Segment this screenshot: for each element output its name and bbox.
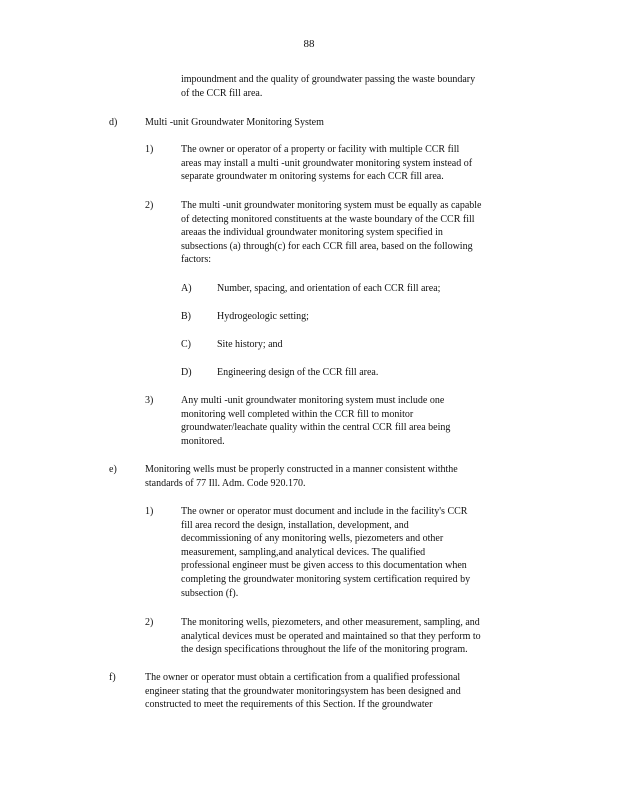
item-e2-text: [181, 616, 481, 657]
item-d2-text: [181, 199, 482, 267]
text-line: subsection (f).: [181, 587, 239, 599]
item-e1-text: [181, 505, 470, 600]
section-d-heading: Multi -unit Groundwater Monitoring System: [145, 117, 324, 128]
text-line: areaas the individual groundwater monitoring system specified in: [181, 227, 443, 239]
text-line: subsections (a) through(c) for each CCR fill area, based on the following: [181, 240, 473, 252]
text-line: analytical devices must be operated and maintained so that they perform to: [181, 630, 481, 642]
text-line: completing the groundwater monitoring system certification required by: [181, 573, 471, 585]
section-f-label: f): [109, 672, 116, 683]
text-line: The multi -unit groundwater monitoring system must be equally as capable: [181, 200, 482, 211]
text-line: groundwater/leachate quality within the central CCR fill area being: [181, 422, 451, 434]
text-line: The owner or operator must obtain a certification from a qualified professional: [145, 672, 461, 683]
item-e2-label: 2): [145, 617, 154, 628]
section-e-label: e): [109, 464, 117, 475]
text-line: separate groundwater m onitoring systems for each CCR fill area.: [181, 171, 444, 183]
subitem-b-text: Hydrogeologic setting;: [217, 311, 309, 322]
text-line: The monitoring wells, piezometers, and other measurement, sampling, and: [181, 617, 480, 628]
intro-paragraph: [181, 73, 475, 100]
text-line: professional engineer must be given access to this documentation when: [181, 560, 467, 572]
text-line: areas may install a multi -unit groundwater monitoring system instead of: [181, 157, 473, 169]
subitem-d-label: D): [181, 367, 192, 378]
subitem-c-label: C): [181, 339, 191, 350]
text-line: engineer stating that the groundwater monitoringsystem has been designed and: [145, 685, 461, 697]
text-line: of the CCR fill area.: [181, 87, 263, 99]
text-line: of detecting monitored constituents at the waste boundary of the CCR fill: [181, 213, 475, 225]
text-line: fill area record the design, installation, development, and: [181, 519, 409, 531]
subitem-a-text: Number, spacing, and orientation of each CCR fill area;: [217, 283, 441, 294]
section-d-label: d): [109, 117, 118, 128]
text-line: The owner or operator must document and include in the facility's CCR: [181, 506, 468, 517]
item-d1-text: [181, 143, 472, 184]
text-line: impoundment and the quality of groundwater passing the waste boundary: [181, 74, 476, 85]
text-line: constructed to meet the requirements of this Section. If the groundwater: [145, 699, 433, 711]
subitem-d-text: Engineering design of the CCR fill area.: [217, 367, 379, 378]
subitem-a-label: A): [181, 283, 192, 294]
item-d2-label: 2): [145, 200, 154, 211]
page-number: 88: [303, 38, 315, 50]
subitem-b-label: B): [181, 311, 191, 322]
text-line: standards of 77 Ill. Adm. Code 920.170.: [145, 477, 306, 489]
text-line: Monitoring wells must be properly constructed in a manner consistent withthe: [145, 464, 458, 475]
text-line: decommissioning of any monitoring wells, piezometers and other: [181, 533, 444, 545]
text-line: the design specifications throughout the life of the monitoring program.: [181, 644, 468, 656]
item-d3-label: 3): [145, 395, 154, 406]
text-line: factors:: [181, 254, 211, 266]
item-d1-label: 1): [145, 144, 154, 155]
text-line: Any multi -unit groundwater monitoring system must include one: [181, 395, 445, 406]
subitem-c-text: Site history; and: [217, 339, 283, 350]
text-line: The owner or operator of a property or facility with multiple CCR fill: [181, 144, 460, 155]
text-line: monitoring well completed within the CCR fill to monitor: [181, 408, 414, 420]
text-line: monitored.: [181, 435, 225, 447]
section-e-text: [145, 463, 458, 490]
text-line: measurement, sampling,and analytical devices. The qualified: [181, 546, 426, 558]
item-d3-text: [181, 394, 450, 448]
item-e1-label: 1): [145, 506, 154, 517]
section-f-text: [145, 671, 461, 712]
